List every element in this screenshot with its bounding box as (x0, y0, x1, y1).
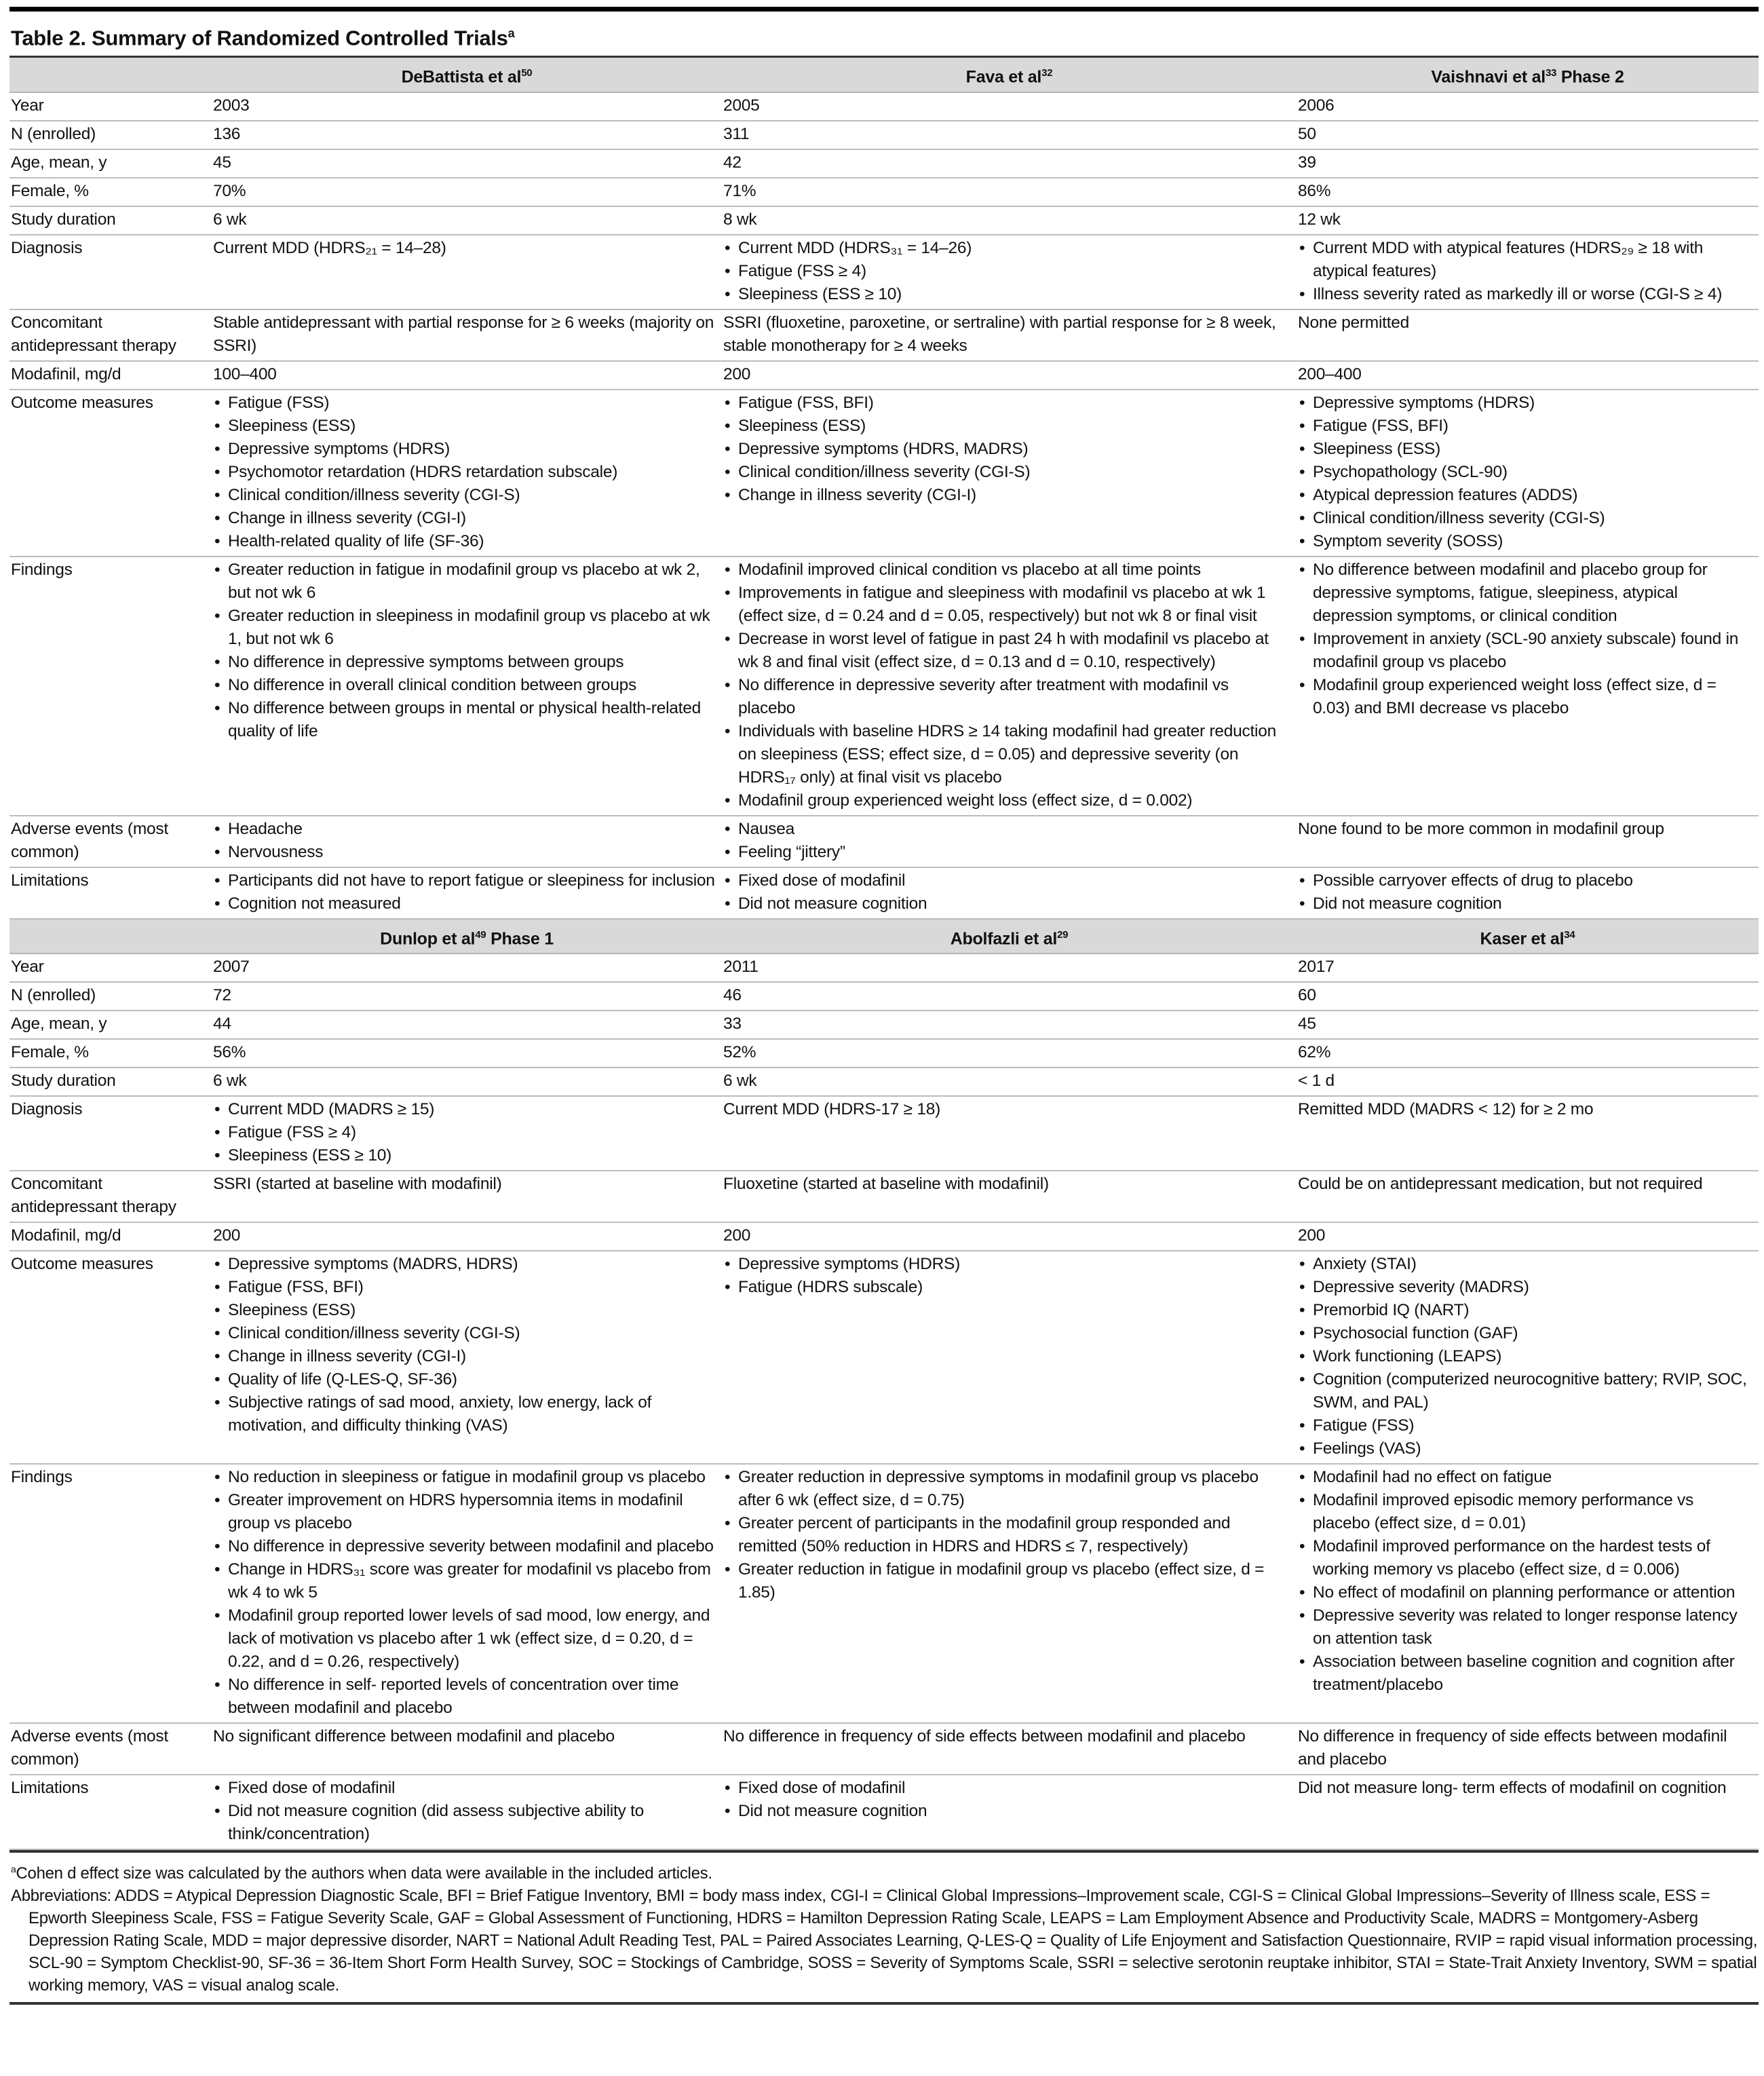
table-row (9, 361, 1759, 390)
row-label: Female, % (9, 178, 212, 206)
table-cell: 6 wk (722, 1068, 1297, 1096)
bullet-list (1298, 1253, 1752, 1460)
study-name: DeBattista et al (401, 67, 522, 87)
table-cell: 100–400 (212, 361, 722, 390)
study-name: Vaishnavi et al (1431, 67, 1546, 87)
bullet-list (1298, 1466, 1752, 1697)
row-label: N (enrolled) (9, 982, 212, 1011)
table-row (9, 1222, 1759, 1251)
table-row (9, 1723, 1759, 1775)
table-row (9, 309, 1759, 361)
top-rule (9, 7, 1759, 12)
row-label: Findings (9, 556, 212, 816)
footer-bottom-rule (9, 2002, 1759, 2005)
table-cell: 8 wk (722, 206, 1297, 235)
table-row (9, 1039, 1759, 1068)
table-cell: 2007 (212, 954, 722, 982)
study-header (212, 58, 722, 92)
table-cell: 70% (212, 178, 722, 206)
row-label: Female, % (9, 1039, 212, 1068)
bullet-item: • Change in illness severity (CGI-I) (228, 507, 715, 530)
study-reference: 32 (1041, 67, 1053, 79)
row-label: Adverse events (most common) (9, 1723, 212, 1775)
row-label: Study duration (9, 1068, 212, 1096)
table-title (9, 17, 1759, 56)
bullet-list (723, 237, 1290, 306)
bullet-item: • No difference between groups in mental or physical health-related quality of life (228, 697, 715, 743)
table-cell: 2005 (722, 92, 1297, 121)
table-cell: Current MDD (HDRS-17 ≥ 18) (722, 1096, 1297, 1171)
study-header (722, 58, 1297, 92)
bullet-item: • Depressive symptoms (HDRS) (1313, 392, 1752, 415)
bullet-list (723, 818, 1290, 864)
table-row (9, 390, 1759, 556)
bullet-item: • Subjective ratings of sad mood, anxiety, low energy, lack of motivation, and difficulty thinking (VAS) (228, 1391, 715, 1437)
row-label: Study duration (9, 206, 212, 235)
table-cell (722, 235, 1297, 309)
bullet-item: • Modafinil had no effect on fatigue (1313, 1466, 1752, 1489)
bullet-item: • Psychopathology (SCL-90) (1313, 461, 1752, 484)
table-row (9, 178, 1759, 206)
bullet-list (213, 1777, 715, 1846)
bullet-item: • No effect of modafinil on planning performance or attention (1313, 1581, 1752, 1604)
bullet-item: • Nausea (738, 818, 1290, 841)
table-cell (212, 556, 722, 816)
bullet-item: • Fatigue (FSS) (228, 392, 715, 415)
study-name: Dunlop et al (380, 928, 476, 948)
table-cell (1297, 1251, 1759, 1464)
study-header (212, 919, 722, 954)
bullet-item: • Headache (228, 818, 715, 841)
bullet-list (723, 1777, 1290, 1823)
table-cell (212, 1464, 722, 1723)
title-footnote-marker: a (507, 26, 515, 40)
bullet-item: • Clinical condition/illness severity (CGI-S) (1313, 507, 1752, 530)
bullet-item: • Sleepiness (ESS) (228, 1299, 715, 1322)
study-name: Fava et al (965, 67, 1042, 87)
table-cell: 2003 (212, 92, 722, 121)
bullet-item: • Individuals with baseline HDRS ≥ 14 taking modafinil had greater reduction on sleepiness (ESS; effect size, d = 0.05) and depressive severity (on HDRS₁₇ only) at final visit vs placebo (738, 720, 1290, 789)
study-header-row (9, 919, 1759, 954)
row-label: Findings (9, 1464, 212, 1723)
bullet-list (213, 392, 715, 553)
bullet-list (213, 1253, 715, 1437)
bullet-list (213, 869, 715, 916)
table-cell: 45 (212, 149, 722, 178)
study-header (722, 919, 1297, 954)
bullet-item: • Psychosocial function (GAF) (1313, 1322, 1752, 1345)
table-cell: 200–400 (1297, 361, 1759, 390)
study-reference: 49 (475, 928, 486, 941)
bullet-item: • Greater percent of participants in the modafinil group responded and remitted (50% reduction in HDRS and HDRS ≤ 7, respectively) (738, 1512, 1290, 1558)
table-cell: 52% (722, 1039, 1297, 1068)
row-label: Limitations (9, 1775, 212, 1849)
bullet-item: • Cognition not measured (228, 892, 715, 916)
study-reference: 34 (1564, 928, 1575, 941)
row-label: Outcome measures (9, 1251, 212, 1464)
table-cell: 46 (722, 982, 1297, 1011)
table-cell: 200 (722, 361, 1297, 390)
bullet-item: • Modafinil group experienced weight loss (effect size, d = 0.002) (738, 789, 1290, 812)
bullet-list (213, 1466, 715, 1720)
bullet-item: • Clinical condition/illness severity (CGI-S) (228, 1322, 715, 1345)
bullet-item: • Fatigue (FSS, BFI) (228, 1276, 715, 1299)
bullet-item: • Modafinil group experienced weight loss (effect size, d = 0.03) and BMI decrease vs placebo (1313, 674, 1752, 720)
bullet-item: • No difference in depressive severity between modafinil and placebo (228, 1535, 715, 1558)
bullet-item: • Improvements in fatigue and sleepiness with modafinil vs placebo at wk 1 (effect size, d = 0.24 and d = 0.05, respectively) but not wk 8 or final visit (738, 582, 1290, 628)
bullet-list (213, 818, 715, 864)
table-cell: 42 (722, 149, 1297, 178)
table-cell: 200 (212, 1222, 722, 1251)
bullet-item: • Depressive symptoms (HDRS) (228, 438, 715, 461)
bullet-list (213, 559, 715, 743)
bullet-item: • Quality of life (Q-LES-Q, SF-36) (228, 1368, 715, 1391)
bullet-item: • No difference in depressive symptoms between groups (228, 651, 715, 674)
table-cell (722, 1251, 1297, 1464)
table-cell (1297, 1464, 1759, 1723)
bullet-item: • Possible carryover effects of drug to placebo (1313, 869, 1752, 892)
bullet-item: • Work functioning (LEAPS) (1313, 1345, 1752, 1368)
table-cell (1297, 867, 1759, 919)
bullet-item: • Greater reduction in depressive symptoms in modafinil group vs placebo after 6 wk (effect size, d = 0.75) (738, 1466, 1290, 1512)
table-row (9, 1096, 1759, 1171)
table-row (9, 1464, 1759, 1723)
table-row (9, 149, 1759, 178)
bullet-item: • Depressive severity (MADRS) (1313, 1276, 1752, 1299)
table-cell: 86% (1297, 178, 1759, 206)
bullet-item: • Current MDD (HDRS₃₁ = 14–26) (738, 237, 1290, 260)
bullet-item: • Modafinil improved episodic memory performance vs placebo (effect size, d = 0.01) (1313, 1489, 1752, 1535)
table-cell: 44 (212, 1011, 722, 1039)
bullet-item: • Sleepiness (ESS ≥ 10) (228, 1144, 715, 1167)
bullet-item: • Participants did not have to report fatigue or sleepiness for inclusion (228, 869, 715, 892)
study-name: Kaser et al (1480, 928, 1565, 948)
table-cell: Current MDD (HDRS₂₁ = 14–28) (212, 235, 722, 309)
table-row (9, 556, 1759, 816)
bullet-item: • Fatigue (FSS, BFI) (1313, 415, 1752, 438)
bullet-item: • Sleepiness (ESS) (228, 415, 715, 438)
bullet-item: • Change in HDRS₃₁ score was greater for modafinil vs placebo from wk 4 to wk 5 (228, 1558, 715, 1604)
bullet-item: • Association between baseline cognition and cognition after treatment/placebo (1313, 1650, 1752, 1697)
bullet-item: • Sleepiness (ESS) (1313, 438, 1752, 461)
table-cell (212, 390, 722, 556)
footnote (11, 1858, 1759, 1885)
table-row (9, 1171, 1759, 1222)
bullet-item: • Decrease in worst level of fatigue in past 24 h with modafinil vs placebo at wk 8 and final visit (effect size, d = 0.13 and d = 0.10, respectively) (738, 628, 1290, 674)
bullet-item: • Feeling “jittery” (738, 841, 1290, 864)
table-cell: 2011 (722, 954, 1297, 982)
study-name: Abolfazli et al (950, 928, 1058, 948)
study-phase: Phase 1 (486, 928, 554, 948)
bullet-item: • Fixed dose of modafinil (738, 1777, 1290, 1800)
table-cell: 50 (1297, 121, 1759, 149)
bullet-list (1298, 392, 1752, 553)
table-cell: 39 (1297, 149, 1759, 178)
bullet-item: • Sleepiness (ESS) (738, 415, 1290, 438)
bullet-item: • Cognition (computerized neurocognitive battery; RVIP, SOC, SWM, and PAL) (1313, 1368, 1752, 1414)
abbreviations: Abbreviations: ADDS = Atypical Depression Diagnostic Scale, BFI = Brief Fatigue Inventory, BMI = body mass index, CGI-I = Clinical Global Impressions–Improvement scale, CGI-S = Clinical Global Impressions–Severity of Illness scale, ESS = Epworth Sleepiness Scale, FSS = Fatigue Severity Scale, GAF = Global Assessment of Functioning, HDRS = Hamilton Depression Rating Scale, LEAPS = Lam Employment Absence and Productivity Scale, MADRS = Montgomery-Asberg Depression Rating Scale, MDD = major depressive disorder, NART = National Adult Reading Test, PAL = Paired Associates Learning, Q-LES-Q = Quality of Life Enjoyment and Satisfaction Questionnaire, RVIP = rapid visual information processing, SCL-90 = Symptom Checklist-90, SF-36 = 36-Item Short Form Health Survey, SOC = Stockings of Cambridge, SOSS = Severity of Symptoms Scale, SSRI = selective serotonin reuptake inhibitor, STAI = State-Trait Anxiety Inventory, SWM = spatial working memory, VAS = visual analog scale. (11, 1886, 1758, 1995)
bullet-item: • Atypical depression features (ADDS) (1313, 484, 1752, 507)
table-cell (1297, 235, 1759, 309)
bullet-item: • Greater improvement on HDRS hypersomnia items in modafinil group vs placebo (228, 1489, 715, 1535)
bullet-item: • Fatigue (FSS ≥ 4) (738, 260, 1290, 283)
bullet-item: • Depressive symptoms (HDRS, MADRS) (738, 438, 1290, 461)
table-cell: Remitted MDD (MADRS < 12) for ≥ 2 mo (1297, 1096, 1759, 1171)
bullet-item: • Fatigue (FSS, BFI) (738, 392, 1290, 415)
table-cell (212, 1251, 722, 1464)
table-cell: Could be on antidepressant medication, but not required (1297, 1171, 1759, 1222)
bullet-item: • Fatigue (FSS ≥ 4) (228, 1121, 715, 1144)
study-phase: Phase 2 (1556, 67, 1624, 87)
table-cell: 45 (1297, 1011, 1759, 1039)
bullet-item: • Modafinil improved clinical condition vs placebo at all time points (738, 559, 1290, 582)
table-cell: 12 wk (1297, 206, 1759, 235)
table-cell: 72 (212, 982, 722, 1011)
study-header (1297, 919, 1759, 954)
bullet-list (1298, 869, 1752, 916)
bullet-item: • Did not measure cognition (1313, 892, 1752, 916)
bullet-item: • Illness severity rated as markedly ill or worse (CGI-S ≥ 4) (1313, 283, 1752, 306)
table-cell: 200 (1297, 1222, 1759, 1251)
bullet-item: • Psychomotor retardation (HDRS retardation subscale) (228, 461, 715, 484)
row-label: Year (9, 92, 212, 121)
footnote-text: Cohen d effect size was calculated by the authors when data were available in the included articles. (16, 1864, 712, 1883)
table-cell: 33 (722, 1011, 1297, 1039)
table-row (9, 92, 1759, 121)
bullet-item: • Clinical condition/illness severity (CGI-S) (228, 484, 715, 507)
table-cell (722, 556, 1297, 816)
table-cell (722, 816, 1297, 867)
row-label: Outcome measures (9, 390, 212, 556)
table-cell: SSRI (fluoxetine, paroxetine, or sertraline) with partial response for ≥ 8 week, stable monotherapy for ≥ 4 weeks (722, 309, 1297, 361)
bullet-item: • Change in illness severity (CGI-I) (738, 484, 1290, 507)
bullet-list (213, 1098, 715, 1167)
bullet-item: • Symptom severity (SOSS) (1313, 530, 1752, 553)
table-cell: 6 wk (212, 206, 722, 235)
bullet-item: • Greater reduction in fatigue in modafinil group vs placebo at wk 2, but not wk 6 (228, 559, 715, 605)
study-reference: 29 (1057, 928, 1069, 941)
bullet-list (723, 1253, 1290, 1299)
table-cell (212, 867, 722, 919)
bullet-item: • Fatigue (FSS) (1313, 1414, 1752, 1437)
table-row (9, 1251, 1759, 1464)
bullet-list (723, 392, 1290, 507)
row-label: Adverse events (most common) (9, 816, 212, 867)
study-reference: 33 (1545, 67, 1557, 79)
bullet-item: • No difference in overall clinical condition between groups (228, 674, 715, 697)
table-cell (1297, 390, 1759, 556)
table-cell (722, 390, 1297, 556)
table-cell: None found to be more common in modafinil group (1297, 816, 1759, 867)
bullet-item: • No difference between modafinil and placebo group for depressive symptoms, fatigue, sleepiness, atypical depression symptoms, or clinical condition (1313, 559, 1752, 628)
bullet-item: • Current MDD with atypical features (HDRS₂₉ ≥ 18 with atypical features) (1313, 237, 1752, 283)
row-label: Year (9, 954, 212, 982)
table-cell: 2006 (1297, 92, 1759, 121)
row-label: Diagnosis (9, 235, 212, 309)
table-cell (212, 1775, 722, 1849)
table-cell: Fluoxetine (started at baseline with modafinil) (722, 1171, 1297, 1222)
row-label: Age, mean, y (9, 149, 212, 178)
study-reference: 50 (521, 67, 533, 79)
bullet-item: • Greater reduction in sleepiness in modafinil group vs placebo at wk 1, but not wk 6 (228, 605, 715, 651)
table-cell: 6 wk (212, 1068, 722, 1096)
table-row (9, 867, 1759, 919)
bullet-item: • Greater reduction in fatigue in modafinil group vs placebo (effect size, d = 1.85) (738, 1558, 1290, 1604)
bullet-item: • No difference in self- reported levels of concentration over time between modafinil and placebo (228, 1674, 715, 1720)
table-row (9, 1068, 1759, 1096)
table-cell: None permitted (1297, 309, 1759, 361)
header-blank-cell (9, 58, 212, 92)
table-cell: No difference in frequency of side effects between modafinil and placebo (1297, 1723, 1759, 1775)
bullet-item: • Fixed dose of modafinil (228, 1777, 715, 1800)
bullet-item: • Depressive severity was related to longer response latency on attention task (1313, 1604, 1752, 1650)
table-cell: 136 (212, 121, 722, 149)
bullet-list (723, 869, 1290, 916)
table-cell (212, 1096, 722, 1171)
table-cell: 62% (1297, 1039, 1759, 1068)
bullet-item: • Did not measure cognition (did assess subjective ability to think/concentration) (228, 1800, 715, 1846)
table-row (9, 954, 1759, 982)
bullet-item: • Anxiety (STAI) (1313, 1253, 1752, 1276)
table-figure (9, 7, 1759, 2005)
bullet-item: • Did not measure cognition (738, 1800, 1290, 1823)
bullet-item: • Feelings (VAS) (1313, 1437, 1752, 1460)
bullet-list (723, 1466, 1290, 1604)
table-cell (722, 867, 1297, 919)
row-label: Concomitant antidepressant therapy (9, 1171, 212, 1222)
trials-table (9, 58, 1759, 1850)
row-label: Diagnosis (9, 1096, 212, 1171)
table-cell: SSRI (started at baseline with modafinil) (212, 1171, 722, 1222)
bullet-item: • Improvement in anxiety (SCL-90 anxiety subscale) found in modafinil group vs placebo (1313, 628, 1752, 674)
bullet-item: • No difference in depressive severity after treatment with modafinil vs placebo (738, 674, 1290, 720)
row-label: Modafinil, mg/d (9, 1222, 212, 1251)
bullet-item: • Health-related quality of life (SF-36) (228, 530, 715, 553)
table-cell: 2017 (1297, 954, 1759, 982)
table-cell: Did not measure long- term effects of modafinil on cognition (1297, 1775, 1759, 1849)
row-label: N (enrolled) (9, 121, 212, 149)
bullet-item: • Modafinil group reported lower levels of sad mood, low energy, and lack of motivation vs placebo after 1 wk (effect size, d = 0.20, d = 0.22, and d = 0.26, respectively) (228, 1604, 715, 1674)
table-cell: No difference in frequency of side effects between modafinil and placebo (722, 1723, 1297, 1775)
bullet-item: • No reduction in sleepiness or fatigue in modafinil group vs placebo (228, 1466, 715, 1489)
table-cell: 71% (722, 178, 1297, 206)
table-footer (9, 1853, 1759, 2001)
table-cell: 200 (722, 1222, 1297, 1251)
bullet-item: • Fatigue (HDRS subscale) (738, 1276, 1290, 1299)
table-row (9, 816, 1759, 867)
row-label: Concomitant antidepressant therapy (9, 309, 212, 361)
row-label: Modafinil, mg/d (9, 361, 212, 390)
bullet-list (723, 559, 1290, 812)
bullet-item: • Depressive symptoms (MADRS, HDRS) (228, 1253, 715, 1276)
table-cell: 60 (1297, 982, 1759, 1011)
table-cell: No significant difference between modafinil and placebo (212, 1723, 722, 1775)
header-blank-cell (9, 919, 212, 954)
table-cell: Stable antidepressant with partial response for ≥ 6 weeks (majority on SSRI) (212, 309, 722, 361)
bullet-item: • Fixed dose of modafinil (738, 869, 1290, 892)
bullet-item: • Change in illness severity (CGI-I) (228, 1345, 715, 1368)
title-text: Table 2. Summary of Randomized Controlled Trials (11, 26, 508, 50)
table-row (9, 235, 1759, 309)
row-label: Age, mean, y (9, 1011, 212, 1039)
table-row (9, 982, 1759, 1011)
bullet-item: • Clinical condition/illness severity (CGI-S) (738, 461, 1290, 484)
bullet-list (1298, 237, 1752, 306)
row-label: Limitations (9, 867, 212, 919)
bullet-item: • Depressive symptoms (HDRS) (738, 1253, 1290, 1276)
footnote-marker: a (11, 1863, 16, 1874)
table-cell (722, 1464, 1297, 1723)
table-row (9, 206, 1759, 235)
table-cell (212, 816, 722, 867)
table-cell: 56% (212, 1039, 722, 1068)
bullet-item: • Modafinil improved performance on the hardest tests of working memory vs placebo (effect size, d = 0.006) (1313, 1535, 1752, 1581)
bullet-item: • Current MDD (MADRS ≥ 15) (228, 1098, 715, 1121)
study-header-row (9, 58, 1759, 92)
table-cell: < 1 d (1297, 1068, 1759, 1096)
table-row (9, 1011, 1759, 1039)
study-header (1297, 58, 1759, 92)
bullet-list (1298, 559, 1752, 720)
bullet-item: • Premorbid IQ (NART) (1313, 1299, 1752, 1322)
table-cell (722, 1775, 1297, 1849)
table-cell: 311 (722, 121, 1297, 149)
table-row (9, 121, 1759, 149)
bullet-item: • Nervousness (228, 841, 715, 864)
table-row (9, 1775, 1759, 1849)
bullet-item: • Did not measure cognition (738, 892, 1290, 916)
bullet-item: • Sleepiness (ESS ≥ 10) (738, 283, 1290, 306)
table-cell (1297, 556, 1759, 816)
